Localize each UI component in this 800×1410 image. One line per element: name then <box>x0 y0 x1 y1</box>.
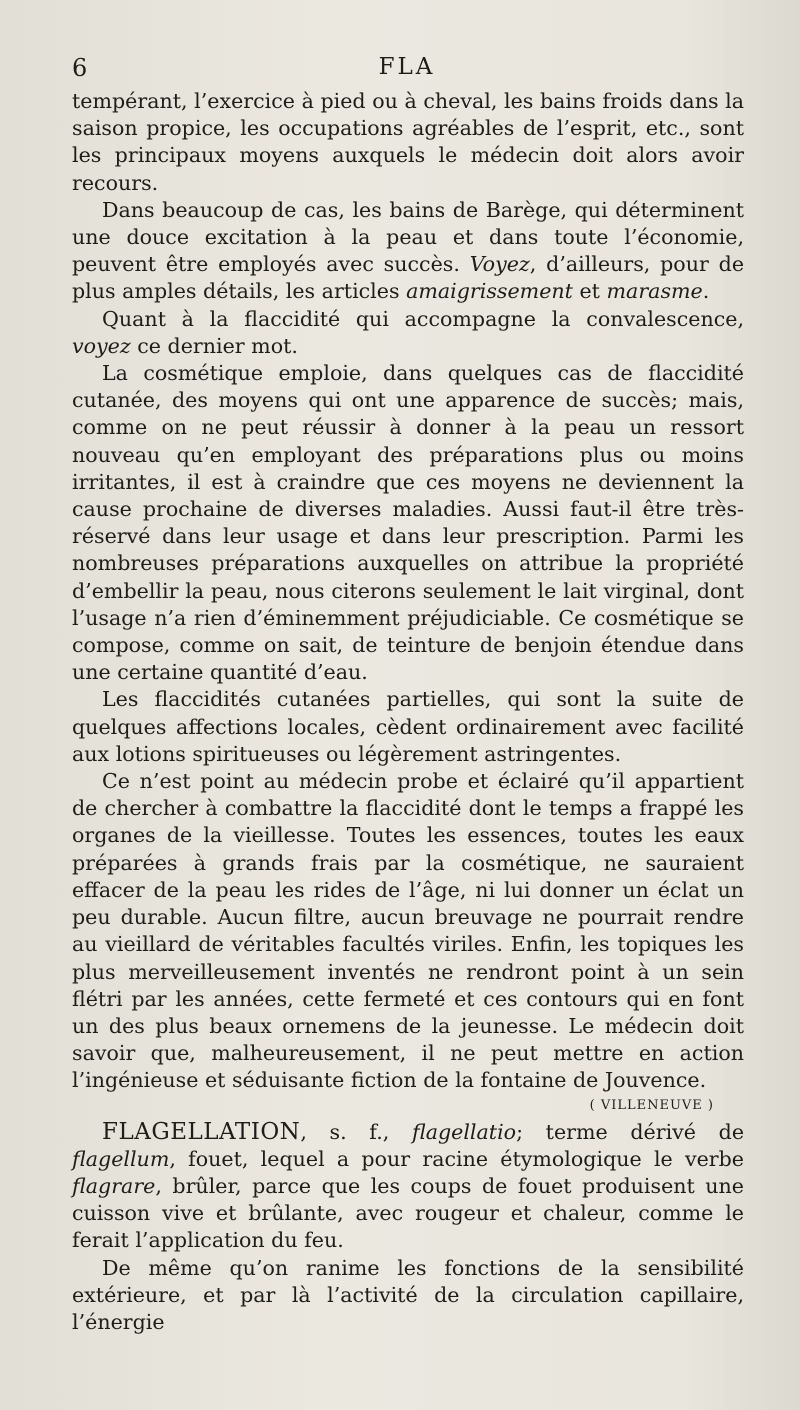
cross-reference: Voyez <box>469 252 530 277</box>
entry-paragraph: FLAGELLATION, s. f., flagellatio; terme dérivé de flagellum, fouet, lequel a pour racine étymologique le verbe flagrare, brûler, parce que les coups de fouet produisent une cuisson vive et brûlante, avec rougeur et chaleur, comme le ferait l’application du feu. <box>72 1118 745 1253</box>
cross-reference-term: amaigrissement <box>406 279 573 304</box>
cross-reference: voyez <box>72 333 131 358</box>
etymology-term: flagrare <box>72 1173 156 1198</box>
text-body <box>72 88 744 1336</box>
cross-reference-term: marasme <box>606 279 703 304</box>
entry-headword: FLAGELLATION <box>102 1118 301 1145</box>
etymology-term: flagellum <box>72 1146 170 1171</box>
paragraph: Quant à la flaccidité qui accompagne la convalescence, voyez ce dernier mot. <box>72 306 744 358</box>
paragraph: tempérant, l’exercice à pied ou à cheval, les bains froids dans la saison propice, les occupations agréables de l’esprit, etc., sont les principaux moyens auxquels le médecin doit alors avoir recours. <box>72 89 744 195</box>
page-header <box>72 54 742 84</box>
page-number: 6 <box>72 54 88 82</box>
running-head: FLA <box>378 54 436 80</box>
author-signature: ( VILLENEUVE ) <box>589 1097 714 1113</box>
latin-term: flagellatio <box>411 1119 517 1144</box>
paragraph: Les flaccidités cutanées partielles, qui sont la suite de quelques affections locales, cèdent ordinairement avec facilité aux lotions spiritueuses ou légèrement astringentes. <box>72 687 744 766</box>
paragraph: Ce n’est point au médecin probe et éclairé qu’il appartient de chercher à combattre la flaccidité dont le temps a frappé les organes de la vieillesse. Toutes les essences, toutes les eaux préparées à grands frais par la cosmétique, ne sauraient effacer de la peau les rides de l’âge, ni lui donner un éclat un peu durable. Aucun filtre, aucun breuvage ne pourrait rendre au vieillard de véritables facultés viriles. Enfin, les topiques les plus merveilleusement inventés ne rendront point à un sein flétri par les années, cette fermeté et ces contours qui en font un des plus beaux ornemens de la jeunesse. Le médecin doit savoir que, malheureusement, il ne peut mettre en action l’ingénieuse et séduisante fiction de la fontaine de Jouvence. <box>72 769 744 1093</box>
paragraph: La cosmétique emploie, dans quelques cas de flaccidité cutanée, des moyens qui ont une apparence de succès; mais, comme on ne peut réussir à donner à la peau un ressort nouveau qu’en employant des préparations plus ou moins irritantes, il est à craindre que ces moyens ne deviennent la cause prochaine de diverses maladies. Aussi faut-il être très-réservé dans leur usage et dans leur prescription. Parmi les nombreuses préparations auxquelles on attribue la propriété d’embellir la peau, nous citerons seulement le lait virginal, dont l’usage n’a rien d’éminemment préjudiciable. Ce cosmétique se compose, comme on sait, de teinture de benjoin étendue dans une certaine quantité d’eau. <box>72 361 744 685</box>
paragraph: De même qu’on ranime les fonctions de la sensibilité extérieure, et par là l’activité de la circulation capillaire, l’énergie <box>72 1255 744 1334</box>
paragraph: Dans beaucoup de cas, les bains de Barège, qui déterminent une douce excitation à la peau et dans toute l’économie, peuvent être employés avec succès. Voyez, d’ailleurs, pour de plus amples détails, les articles amaigrissement et marasme. <box>72 197 745 304</box>
